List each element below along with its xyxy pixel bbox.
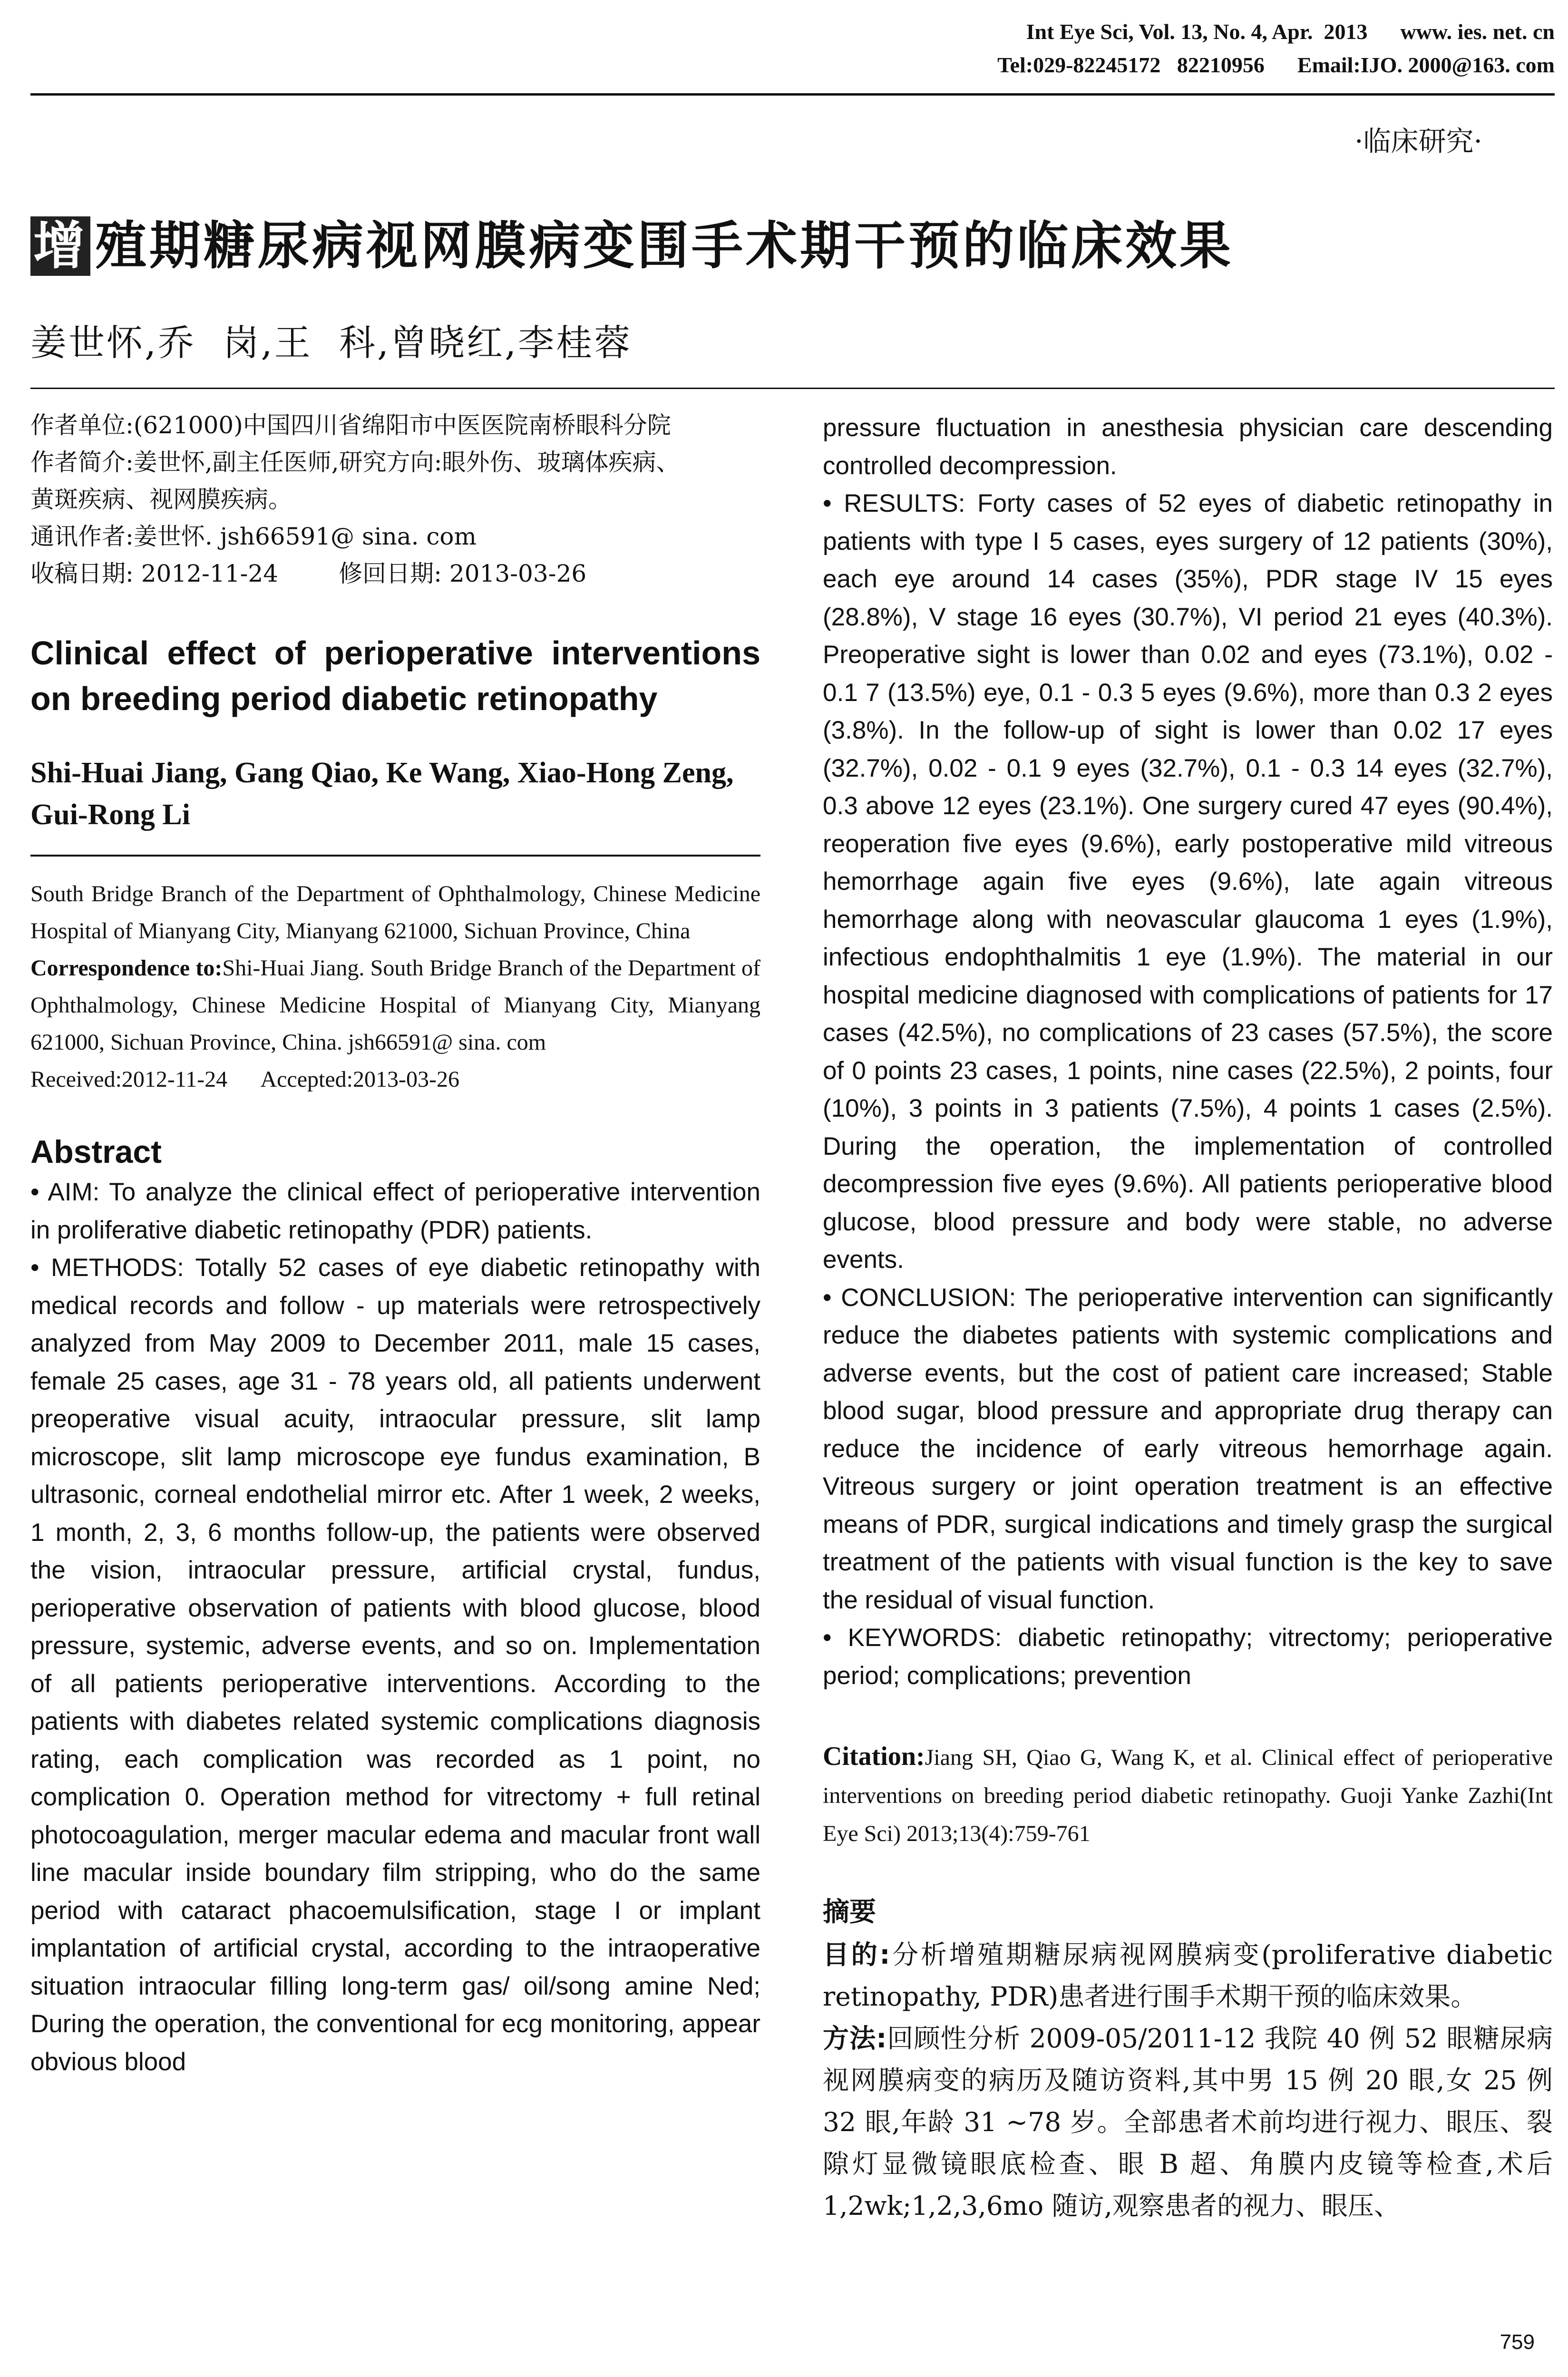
section-tag: ·临床研究· xyxy=(1354,125,1482,157)
title-cn xyxy=(30,205,1234,278)
abstract-methods: • METHODS: Totally 52 cases of eye diabetic retinopathy with medical records and follow - up materials were retrospectively analyzed from May 2009 to December 2011, male 15 cases, female 25 cases, age 31 - 78 years old, all patients underwent preoperative visual acuity, intraocular pressure, slit lamp microscope, slit lamp microscope eye fundus examination, B ultrasonic, corneal endothelial mirror etc. After 1 week, 2 weeks, 1 month, 2, 3, 6 months follow-up, the patients were observed the vision, intraocular pressure, artificial crystal, fundus, perioperative observation of patients with blood glucose, blood pressure, systemic, adverse events, and so on. Implementation of all patients perioperative interventions. According to the patients with diabetes related systemic complications diagnosis rating, each complication was recorded as 1 point, no complication 0. Operation method for vitrectomy + full retinal photocoagulation, merger macular edema and macular front wall line macular inside boundary film stripping, who do the same period with cataract phacoemulsification, stage I or implant implantation of artificial crystal, according to the intraoperative situation intraocular filling long-term gas/ oil/song amine Ned; During the operation, the conventional for ecg monitoring, appear obvious blood xyxy=(30,1254,760,2076)
page-number: 759 xyxy=(1500,2330,1535,2354)
title-cn-rest: 殖期糖尿病视网膜病变围手术期干预的临床效果 xyxy=(95,216,1234,276)
cn-abstract-heading: 摘要 xyxy=(823,1897,876,1928)
correspondence-en xyxy=(30,950,760,1061)
author-unit: 作者单位:(621000)中国四川省绵阳市中医医院南桥眼科分院 xyxy=(30,411,671,439)
corresponding-author-cn: 通讯作者:姜世怀. jsh66591@ sina. com xyxy=(30,523,477,550)
abstract-methods-continued: pressure fluctuation in anesthesia physician care descending controlled decompression. xyxy=(823,414,1553,480)
abstract-keywords: • KEYWORDS: diabetic retinopathy; vitrectomy; perioperative period; complications; prevention xyxy=(823,1624,1553,1690)
authors-rule xyxy=(30,388,1555,389)
title-en: Clinical effect of perioperative interventions on breeding period diabetic retinopathy xyxy=(30,634,760,717)
affiliation-en: South Bridge Branch of the Department of Ophthalmology, Chinese Medicine Hospital of Mianyang City, Mianyang 621000, Sichuan Province, China xyxy=(30,881,760,944)
cn-abstract-methods xyxy=(823,2017,1553,2227)
correspondence-text: Shi-Huai Jiang. South Bridge Branch of the Department of Ophthalmology, Chinese Medicine Hospital of Mianyang City, Mianyang 621000, Sichuan Province, China. jsh66591@ sina. com xyxy=(30,955,760,1055)
title-cn-first-char: 增 xyxy=(30,216,90,276)
received-accepted: Received:2012-11-24 Accepted:2013-03-26 xyxy=(30,1067,459,1092)
cn-aim-text: 分析增殖期糖尿病视网膜病变(proliferative diabetic retinopathy, PDR)患者进行围手术期干预的临床效果。 xyxy=(823,1939,1553,2012)
right-column xyxy=(823,409,1553,2227)
abstract-conclusion: • CONCLUSION: The perioperative intervention can significantly reduce the diabetes patients with systemic complications and adverse events, but the cost of patient care increased; Stable blood sugar, blood pressure and appropriate drug therapy can reduce the incidence of early vitreous hemorrhage again. Vitreous surgery or joint operation treatment is an effective means of PDR, surgical indications and timely grasp the surgical treatment of the patients with visual function is the key to save the residual of visual function. xyxy=(823,1283,1553,1614)
author-bio-2: 黄斑疾病、视网膜疾病。 xyxy=(30,486,292,513)
dates-cn: 收稿日期: 2012-11-24 修回日期: 2013-03-26 xyxy=(30,560,587,587)
author-bio-1: 作者简介:姜世怀,副主任医师,研究方向:眼外伤、玻璃体疾病、 xyxy=(30,448,680,476)
cn-abstract-body xyxy=(823,1934,1553,2227)
citation xyxy=(823,1737,1553,1853)
abstract-results: • RESULTS: Forty cases of 52 eyes of diabetic retinopathy in patients with type I 5 cases, eyes surgery of 12 patients (30%), each eye around 14 cases (35%), PDR stage IV 15 eyes (28.8%), V stage 16 eyes (30.7%), VI period 21 eyes (40.3%). Preoperative sight is lower than 0.02 and eyes (73.1%), 0.02 - 0.1 7 (13.5%) eye, 0.1 - 0.3 5 eyes (9.6%), more than 0.3 2 eyes (3.8%). In the follow-up of sight is lower than 0.02 17 eyes (32.7%), 0.02 - 0.1 9 eyes (32.7%), 0.1 - 0.3 14 eyes (32.7%), 0.3 above 12 eyes (23.1%). One surgery cured 47 eyes (90.4%), reoperation five eyes (9.6%), early postoperative mild vitreous hemorrhage again five eyes (9.6%), late again vitreous hemorrhage along with neovascular glaucoma 1 eyes (1.9%), infectious endophthalmitis 1 eye (1.9%). The material in our hospital medicine diagnosed with complications of patients for 17 cases (42.5%), no complications of 23 cases (57.5%), the score of 0 points 23 cases, 1 points, nine cases (22.5%), 2 points, four (10%), 3 points in 3 patients (7.5%), 4 points 1 cases (2.5%). During the operation, the implementation of controlled decompression five eyes (9.6%). All patients perioperative blood glucose, blood pressure and body were stable, no adverse events. xyxy=(823,489,1553,1274)
cn-abstract-aim xyxy=(823,1934,1553,2017)
authors-en-rule xyxy=(30,855,760,857)
header-rule xyxy=(30,93,1555,96)
abstract-heading: Abstract xyxy=(30,1134,162,1170)
citation-text: Jiang SH, Qiao G, Wang K, et al. Clinical effect of perioperative interventions on breeding period diabetic retinopathy. Guoji Yanke Zazhi(Int Eye Sci) 2013;13(4):759-761 xyxy=(823,1745,1553,1846)
cn-aim-label: 目的: xyxy=(823,1939,890,1970)
journal-header-line2: Tel:029-82245172 82210956 Email:IJO. 2000@163. com xyxy=(997,53,1555,77)
authors-en: Shi-Huai Jiang, Gang Qiao, Ke Wang, Xiao-Hong Zeng, Gui-Rong Li xyxy=(30,757,734,831)
abstract-aim: • AIM: To analyze the clinical effect of perioperative intervention in proliferative diabetic retinopathy (PDR) patients. xyxy=(30,1178,760,1244)
cn-methods-label: 方法: xyxy=(823,2023,887,2054)
correspondence-label: Correspondence to: xyxy=(30,955,223,981)
citation-label: Citation: xyxy=(823,1742,925,1771)
journal-header-line1: Int Eye Sci, Vol. 13, No. 4, Apr. 2013 www. ies. net. cn xyxy=(1026,19,1555,44)
cn-methods-text: 回顾性分析 2009-05/2011-12 我院 40 例 52 眼糖尿病视网膜病变的病历及随访资料,其中男 15 例 20 眼,女 25 例 32 眼,年龄 31 ~78 岁。全部患者术前均进行视力、眼压、裂隙灯显微镜眼底检查、眼 B 超、角膜内皮镜等检查,术后 1,2wk;1,2,3,6mo 随访,观察患者的视力、眼压、 xyxy=(823,2023,1553,2221)
authors-cn: 姜世怀,乔 岗,王 科,曾晓红,李桂蓉 xyxy=(30,321,633,364)
abstract-en-right xyxy=(823,409,1553,1695)
abstract-en-left xyxy=(30,1173,760,2081)
left-column xyxy=(30,407,760,2081)
